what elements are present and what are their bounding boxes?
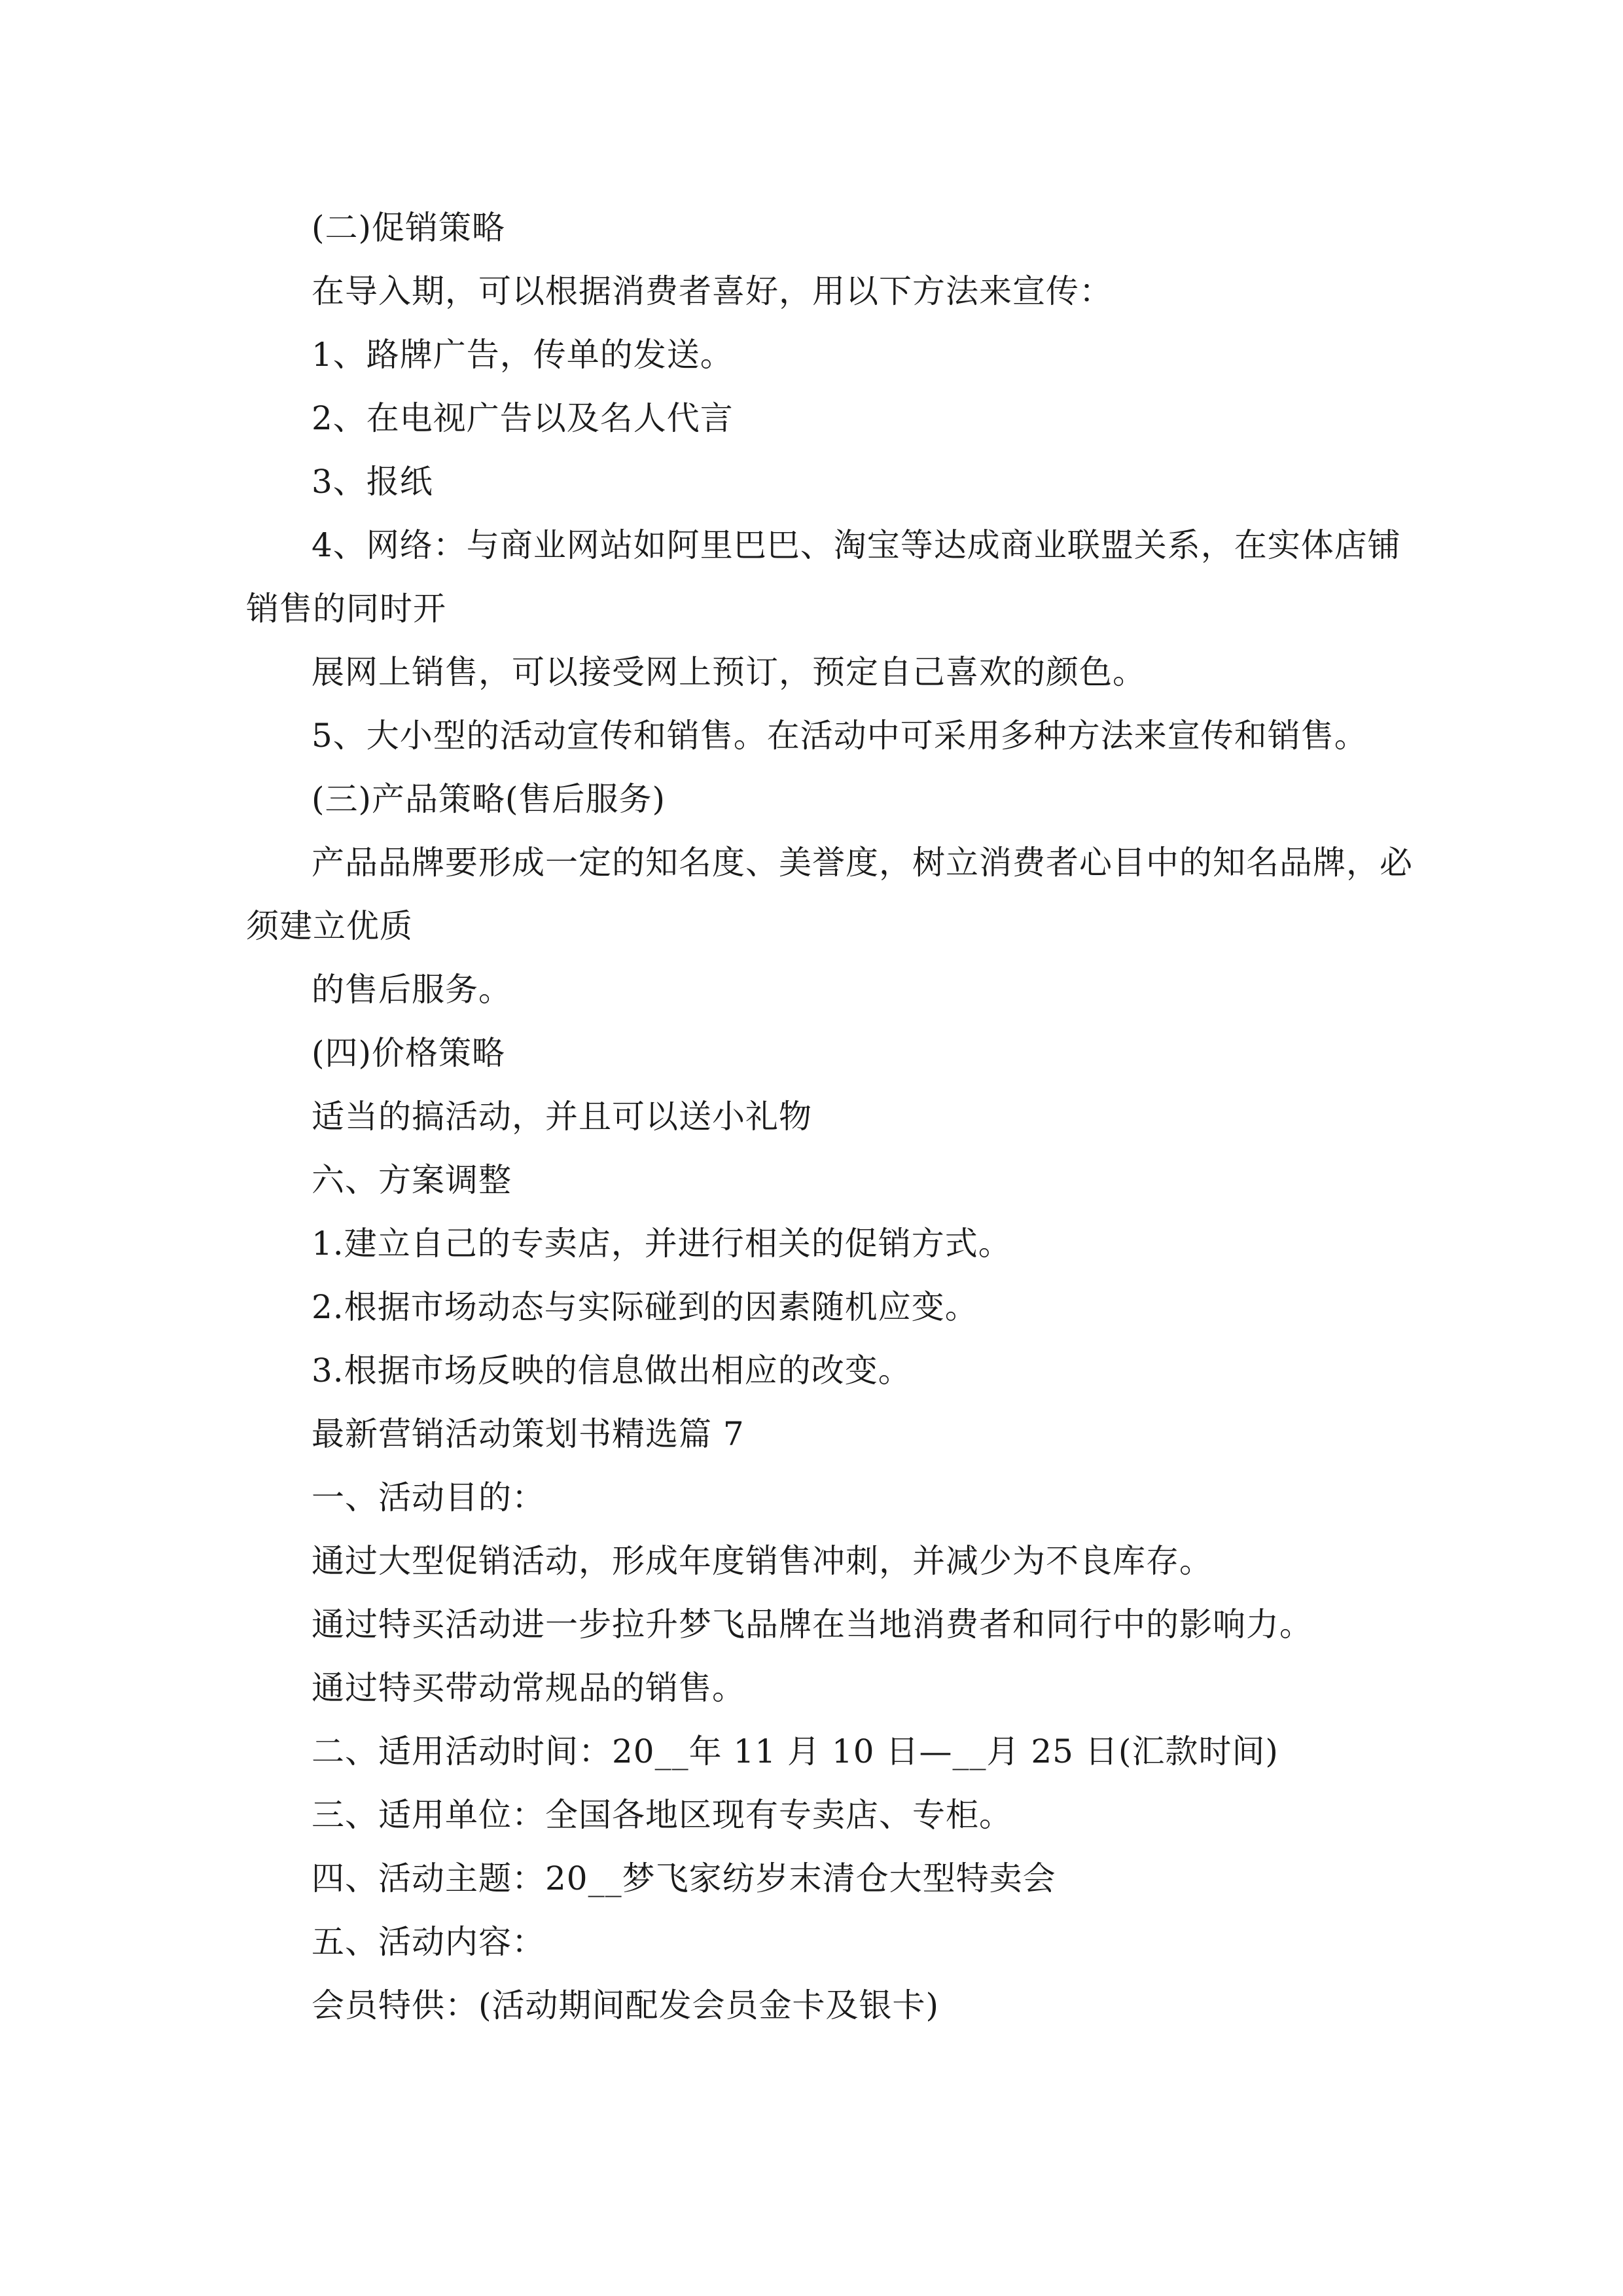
paragraph: 通过特买活动进一步拉升梦飞品牌在当地消费者和同行中的影响力。 [312,1605,1313,1643]
paragraph: 会员特供：(活动期间配发会员金卡及银卡) [312,1986,940,2024]
paragraph: 展网上销售，可以接受网上预订，预定自己喜欢的颜色。 [312,653,1146,691]
paragraph: 产品品牌要形成一定的知名度、美誉度，树立消费者心目中的知名品牌，必 [312,844,1413,882]
section-heading-product: (三)产品策略(售后服务) [312,780,666,818]
paragraph: 适当的搞活动，并且可以送小礼物 [312,1098,812,1136]
paragraph: 通过大型促销活动，形成年度销售冲刺，并减少为不良库存。 [312,1542,1213,1580]
paragraph-continuation: 销售的同时开 [246,590,446,628]
list-item: 1.建立自己的专卖店，并进行相关的促销方式。 [312,1225,1012,1263]
list-item: 4、网络：与商业网站如阿里巴巴、淘宝等达成商业联盟关系，在实体店铺 [312,526,1401,564]
list-item: 3.根据市场反映的信息做出相应的改变。 [312,1352,912,1390]
section-heading-promotion: (二)促销策略 [312,209,506,247]
list-item: 3、报纸 [312,463,433,501]
paragraph: 二、适用活动时间：20__年 11 月 10 日—__月 25 日(汇款时间) [312,1732,1279,1770]
list-item: 1、路牌广告，传单的发送。 [312,336,734,374]
section-heading-adjustment: 六、方案调整 [312,1161,512,1199]
paragraph: 通过特买带动常规品的销售。 [312,1669,745,1707]
paragraph: 的售后服务。 [312,971,512,1009]
list-item: 2.根据市场动态与实际碰到的因素随机应变。 [312,1288,978,1326]
paragraph-continuation: 须建立优质 [246,907,413,945]
paragraph: 在导入期，可以根据消费者喜好，用以下方法来宣传： [312,272,1113,310]
document-body [0,196,1623,2037]
article-title: 最新营销活动策划书精选篇 7 [312,1415,745,1453]
section-heading-price: (四)价格策略 [312,1034,506,1072]
section-heading-content: 五、活动内容： [312,1923,545,1961]
paragraph: 三、适用单位：全国各地区现有专卖店、专柜。 [312,1796,1012,1834]
list-item: 2、在电视广告以及名人代言 [312,399,734,437]
section-heading-goal: 一、活动目的： [312,1479,545,1516]
paragraph: 四、活动主题：20__梦飞家纺岁末清仓大型特卖会 [312,1859,1056,1897]
list-item: 5、大小型的活动宣传和销售。在活动中可采用多种方法来宣传和销售。 [312,717,1368,755]
